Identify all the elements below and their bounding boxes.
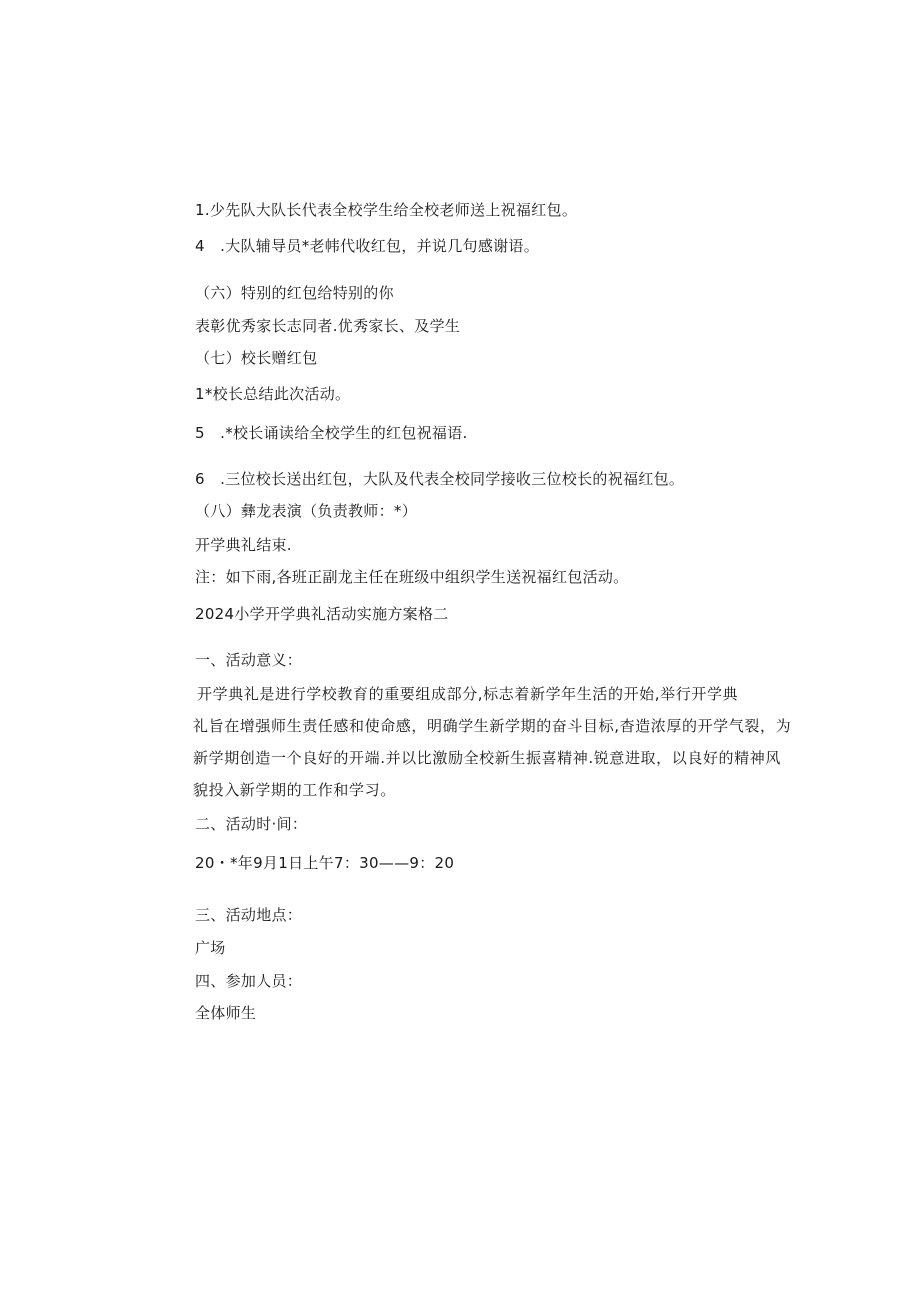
text-line: 5 .*校长诵读给全校学生的红包祝福语. <box>195 424 468 442</box>
text-line: 表彰优秀家长志同者.优秀家长、及学生 <box>195 317 461 335</box>
text-line: 4 .大队辅导员*老帏代收红包，并说几句感谢语。 <box>195 237 540 255</box>
section-heading: 二、活动时·间： <box>195 815 308 833</box>
paragraph-line: 礼旨在增强师生责任感和使命感，明确学生新学期的奋斗目标,杳造浓厚的开学气裂，为 <box>193 717 792 735</box>
section-heading: （八）彝龙表演（负责教师：*） <box>195 502 418 520</box>
text-line: 1*校长总结此次活动。 <box>195 385 351 403</box>
text-line: 6 .三位校长送出红包，大队及代表全校同学接收三位校长的祝福红包。 <box>195 470 685 488</box>
paragraph-line: 貌投入新学期的工作和学习。 <box>193 781 396 799</box>
text-line: 开学典礼结束. <box>195 536 292 554</box>
section-heading: 一、活动意义： <box>195 651 303 669</box>
section-heading: （六）特别的红包给特别的你 <box>195 284 394 302</box>
text-line: 1.少先队大队长代表全校学生给全校老师送上祝福红包。 <box>195 201 578 219</box>
paragraph-line: 新学期创造一个良好的开端.并以比激励全校新生振喜精神.锐意进取，以良好的精神风 <box>193 749 781 767</box>
participants-value: 全体师生 <box>195 1004 257 1022</box>
section-heading: （七）校长赠红包 <box>195 349 318 367</box>
time-value: 20・*年9月1日上午7：30——9：20 <box>195 854 455 872</box>
section-heading: 四、参加人员： <box>195 972 303 990</box>
paragraph-line: 开学典礼是进行学校教育的重要组成部分,标志着新学年生活的开始,举行开学典 <box>197 685 739 703</box>
section-heading: 三、活动地点： <box>195 906 303 924</box>
meaning-paragraph <box>193 678 792 806</box>
note-line: 注：如下雨,各班正副龙主任在班级中组织学生送祝福红包活动。 <box>195 568 629 586</box>
location-value: 广场 <box>195 939 226 957</box>
document-title: 2024小学开学典礼活动实施方案格二 <box>195 605 449 623</box>
